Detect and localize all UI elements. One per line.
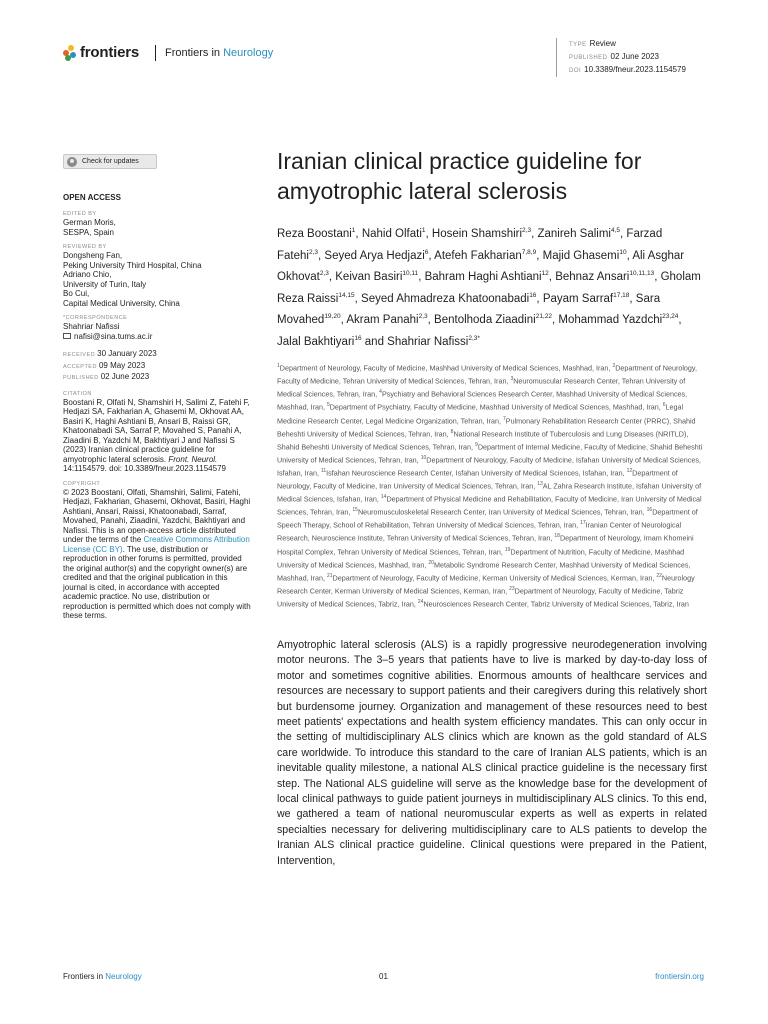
correspondence-name: Shahriar Nafissi (63, 322, 120, 331)
page-footer (63, 972, 704, 984)
citation-heading: CITATION (63, 390, 92, 397)
author-affiliation-marker: 6 (424, 248, 429, 256)
affiliation-text: Department of Physical Medicine and Rehabilitation, Faculty of Medicine, Iran University of Medical Sciences, Tehran, Iran, (277, 494, 702, 517)
copyright-text: © 2023 Boostani, Olfati, Shamshiri, Salimi, Fatehi, Hedjazi, Fakharian, Ghasemi, Okhovat, Basiri, Haghi Ashtiani, Ansari, Raissi, Khatoonabadi, Sarraf, Movahed, Panahi, Ziaadini, Yazdchi, Bakhtiyari and Nafissi. This is an open-access article distributed under the terms of the Creative Commons Attribution License (CC BY). The use, distribution or reproduction in other forums is permitted, provided the original author(s) and the copyright owner(s) are credited and that the original publication in this journal is cited, in accordance with accepted academic practice. No use, distribution or reproduction is permitted which does not comply with these terms. (63, 487, 251, 620)
affiliation-number: 10 (420, 454, 427, 461)
affiliation-number: 22 (656, 572, 662, 579)
affiliation-number: 14 (380, 494, 387, 501)
affiliation-number: 11 (320, 467, 327, 474)
reviewer-affiliation: University of Turin, Italy (63, 279, 147, 289)
author-affiliation-marker: 21,22 (535, 313, 552, 321)
meta-doi[interactable]: DOI 10.3389/fneur.2023.1154579 (569, 65, 686, 74)
author[interactable]: Majid Ghasemi (542, 249, 620, 262)
author-affiliation-marker: 2,3 (522, 227, 532, 234)
affiliation-number: 2 (612, 363, 616, 370)
frontiers-logo-icon (63, 45, 77, 61)
affiliation-list (277, 361, 707, 610)
affiliation-text: Department of Neurology, Faculty of Medicine, Kerman University of Medical Sciences, Kerman, Iran, (332, 573, 655, 583)
author[interactable]: Mohammad Yazdchi (558, 313, 663, 326)
author-affiliation-marker: 12 (541, 270, 549, 278)
crossmark-icon (67, 157, 77, 167)
affiliation-number: 9 (475, 441, 478, 448)
author[interactable]: Gholam Reza Raissi (277, 270, 701, 305)
author-affiliation-marker: 16 (354, 334, 362, 342)
affiliation-text: Department of Speech Therapy, School of Rehabilitation, Tehran University of Medical Sciences, Tehran, Iran, (277, 507, 698, 530)
author[interactable]: Sara Movahed (277, 292, 661, 326)
logo-text: frontiers (80, 44, 140, 61)
correspondence-email-row[interactable] (63, 332, 253, 342)
article-dates (63, 349, 253, 384)
author[interactable]: Behnaz Ansari (555, 270, 630, 283)
affiliation-number: 17 (580, 520, 586, 527)
citation-text: Boostani R, Olfati N, Shamshiri H, Salimi Z, Fatehi F, Hedjazi SA, Fakharian A, Ghasemi M, Okhovat AA, Basiri K, Haghi Ashtiani B, Ansari B, Raissi GR, Khatoonabadi SA, Sarraf P, Movahed S, Panahi A, Ziaadini B, Yazdchi M, Bakhtiyari J and Nafissi S (2023) Iranian clinical practice guideline for amyotrophic lateral sclerosis. Front. Neurol. 14:1154579. doi: 10.3389/fneur.2023.1154579 (63, 397, 250, 473)
editor-name: German Moris, (63, 218, 116, 227)
affiliation-number: 6 (662, 402, 666, 409)
author[interactable]: Reza Boostani (277, 227, 352, 240)
reviewer-name: Bo Cui, (63, 289, 90, 298)
affiliation-text: Pulmonary Rehabilitation Research Center (PRRC), Shahid Beheshti University of Medical Sciences, Tehran, Iran, (277, 415, 696, 439)
affiliation-number: 16 (646, 507, 653, 514)
frontiers-logo[interactable] (63, 44, 139, 61)
author-affiliation-marker: 16 (529, 291, 537, 299)
author[interactable]: Hosein Shamshiri (431, 227, 523, 240)
affiliation-text: Department of Psychiatry, Faculty of Medicine, Mashhad University of Medical Sciences, Mashhad, Iran, (329, 402, 661, 412)
reviewer-name: Adriano Chio, (63, 270, 112, 279)
affiliation-text: Department of Neurology, Faculty of Medicine, Mashhad University of Medical Sciences, Mashhad, Iran, (279, 363, 611, 373)
author[interactable]: Farzad Fatehi (277, 227, 663, 262)
affiliation-text: Psychiatry and Behavioral Sciences Research Center, Mashhad University of Medical Sciences, Mashhad, Iran, (277, 389, 688, 412)
author-affiliation-marker: 10 (619, 248, 627, 256)
article-meta (556, 38, 686, 77)
copyright-heading: COPYRIGHT (63, 480, 101, 487)
affiliation-number: 18 (554, 533, 560, 540)
author-affiliation-marker: 23,24 (662, 313, 679, 321)
affiliation-number: 23 (509, 585, 515, 592)
reviewer-name: Dongsheng Fan, (63, 251, 123, 260)
author-affiliation-marker: 2,3 (308, 248, 319, 256)
author-affiliation-marker: 17,18 (613, 291, 630, 299)
author-affiliation-marker: 2,3 (418, 313, 428, 321)
affiliation-text: Department of Neurology, Faculty of Medicine, Tehran University of Medical Sciences, Tehran, Iran, (277, 363, 697, 386)
correspondence-email[interactable]: nafisi@sina.tums.ac.ir (74, 331, 153, 341)
check-updates-label: Check for updates (82, 158, 139, 165)
author-affiliation-marker: 10,11,13 (629, 270, 655, 278)
author[interactable]: Seyed Arya Hedjazi (324, 249, 425, 262)
author[interactable]: Nahid Olfati (361, 227, 422, 240)
author[interactable]: Atefeh Fakharian (434, 249, 522, 262)
article-title: Iranian clinical practice guideline for amyotrophic lateral sclerosis (277, 148, 642, 204)
affiliation-text: Metabolic Syndrome Research Center, Mashhad University of Medical Sciences, Mashhad, Iran, (277, 559, 691, 583)
affiliation-number: 7 (503, 415, 506, 422)
author[interactable]: Jalal Bakhtiyari (277, 335, 355, 348)
correspondence-heading: *CORRESPONDENCE (63, 315, 128, 321)
affiliation-text: National Research Institute of Tuberculosis and Lung Diseases (NRITLD), Shahid Beheshti University of Medical Sciences, Tehran, Iran, (277, 429, 689, 452)
affiliation-number: 13 (537, 481, 543, 488)
meta-published: PUBLISHED 02 June 2023 (569, 52, 660, 61)
affiliation-text: Department of Internal Medicine, Faculty of Medicine, Shahid Beheshti University of Medical Sciences, Tehran, Iran, (277, 442, 703, 465)
author-list: Reza Boostani$^1$, Nahid Olfati$^1$, Hosein Shamshiri$^{2,3}$, Zanireh Salimi$^{4,5}$, Farzad Fatehi$^{2,3}$, Seyed Arya Hedjazi$^6$, Atefeh Fakharian$^{7,8,9}$, Majid Ghasemi$^{10}$, Ali Asghar Okhovat$^{2,3}$, Keivan Basiri$^{10,11}$, Bahram Haghi Ashtiani$^{12}$, Behnaz Ansari$^{10,11,13}$, Gholam Reza Raissi$^{14,15}$, Seyed Ahmadreza Khatoonabadi$^{16}$, Payam Sarraf$^{17,18}$, Sara Movahed$^{19,20}$, Akram Panahi$^{2,3}$, Bentolhoda Ziaadini$^{21,22}$, Mohammad Yazdchi$^{23,24}$, Jalal Bakhtiyari$^{16}$ and Shahriar Nafissi$^{2,3*}$ (277, 227, 701, 348)
open-access-label: OPEN ACCESS (63, 193, 121, 202)
author-affiliation-marker: 10,11 (402, 270, 419, 278)
author[interactable]: Bentolhoda Ziaadini (434, 313, 536, 326)
affiliation-text: Isfahan Neuroscience Research Center, Isfahan University of Medical Sciences, Isfahan, Iran, (326, 468, 625, 478)
affiliation-text: Department of Nutrition, Faculty of Medicine, Mashhad University of Medical Sciences, Mashhad, Iran, (277, 546, 685, 569)
author-affiliation-marker: 19,20 (324, 313, 341, 321)
edited-by-heading: EDITED BY (63, 211, 97, 217)
author[interactable]: Bahram Haghi Ashtiani (424, 270, 542, 283)
affiliation-text: Neuromuscular Research Center, Tehran University of Medical Sciences, Tehran, Iran, (277, 376, 686, 399)
article-main (277, 146, 707, 869)
affiliation-number: 20 (428, 559, 434, 566)
abstract-text: Amyotrophic lateral sclerosis (ALS) is a rapidly progressive neurodegeneration involving motor neurons. The 3–5 years that patients have to live is marked by day-to-day loss of motor and sometimes cognitive abilities. Enormous amounts of healthcare services and resources are necessary to support patients and their caregivers during this relatively short but burdensome journey. Organization and management of these resources need to best meet patients' expectations and health system efficiency mandates. This can only occur in the setting of multidisciplinary ALS clinics which are known as the gold standard of ALS care worldwide. To introduce this standard to the care of Iranian ALS patients, which is an inevitable quality milestone, a national ALS clinical practice guideline is the necessary first step. The National ALS guideline will serve as the knowledge base for the development of local clinical pathways to guide patient journeys in multidisciplinary ALS clinics. To this end, we gathered a team of national neuromuscular experts as well as experts in related specialties necessary for delivering multidisciplinary care to ALS patients to develop the Iranian ALS clinical practice guideline. Clinical questions were prepared in the Patient, Intervention, (277, 638, 707, 867)
affiliation-text: Department of Neurology, Faculty of Medicine, Iran University of Medical Sciences, Tehran, Iran, (277, 468, 678, 491)
author[interactable]: Payam Sarraf (542, 292, 614, 305)
reviewer-affiliation: Capital Medical University, China (63, 298, 180, 308)
affiliation-text: Neurosciences Research Center, Tabriz University of Medical Sciences, Tabriz, Iran (423, 599, 689, 609)
reviewer-affiliation: Peking University Third Hospital, China (63, 260, 202, 270)
author-affiliation-marker: 4,5 (610, 227, 621, 234)
author-affiliation-marker: 14,15 (338, 291, 355, 299)
page-number: 01 (379, 972, 388, 981)
affiliation-text: Department of Neurology, Faculty of Medicine, Tabriz University of Medical Sciences, Tabriz, Iran, (277, 586, 684, 609)
date-published: PUBLISHED 02 June 2023 (63, 372, 150, 381)
author[interactable]: Zanireh Salimi (537, 227, 611, 240)
affiliation-number: 15 (352, 507, 358, 514)
affiliation-text: Legal Medicine Research Center, Legal Medicine Organization, Tehran, Iran, (277, 402, 684, 425)
mail-icon (63, 333, 71, 339)
affiliation-text: Department of Neurology, Imam Khomeini Hospital Complex, Tehran University of Medical Sciences, Tehran, Iran, (277, 533, 694, 556)
affiliation-number: 21 (326, 572, 333, 579)
author-affiliation-marker: 1 (351, 227, 356, 234)
journal-prefix: Frontiers in (165, 47, 221, 59)
author-affiliation-marker: 2,3* (468, 334, 480, 342)
affiliation-text: Department of Neurology, Faculty of Medicine, Isfahan University of Medical Sciences, Isfahan, Iran, (277, 455, 701, 478)
article-sidebar (63, 193, 253, 621)
author[interactable]: Keivan Basiri (335, 270, 403, 283)
author[interactable]: Shahriar Nafissi (387, 335, 469, 348)
affiliation-number: 1 (277, 363, 280, 370)
check-for-updates-button[interactable] (63, 154, 157, 169)
affiliation-number: 24 (417, 598, 424, 605)
header-divider (155, 45, 156, 61)
footer-site-link[interactable]: frontiersin.org (655, 972, 704, 981)
author-affiliation-marker: 1 (421, 227, 426, 234)
affiliation-number: 5 (326, 402, 330, 409)
author-affiliation-marker: 7,8,9 (521, 248, 537, 256)
editor-affiliation: SESPA, Spain (63, 227, 114, 237)
affiliation-text: Neuromusculoskeletal Research Center, Iran University of Medical Sciences, Tehran, Iran, (357, 507, 645, 517)
affiliation-text: AL Zahra Research Institute, Isfahan University of Medical Sciences, Isfahan, Iran, (277, 481, 702, 504)
date-accepted: ACCEPTED 09 May 2023 (63, 360, 146, 370)
author-affiliation-marker: 2,3 (319, 270, 329, 278)
affiliation-number: 8 (450, 428, 454, 435)
affiliation-text: Neurology Research Center, Kerman University of Medical Sciences, Kerman, Iran, (277, 573, 695, 596)
footer-journal[interactable]: Frontiers in Neurology (63, 972, 142, 981)
cc-by-license-link[interactable]: Creative Commons Attribution License (CC BY) (63, 535, 250, 554)
affiliation-number: 12 (626, 467, 633, 474)
journal-accent: Neurology (223, 47, 274, 59)
meta-type: TYPE Review (569, 39, 616, 48)
author[interactable]: Akram Panahi (346, 313, 419, 326)
affiliation-number: 4 (379, 389, 382, 396)
affiliation-text: Iranian Center of Neurological Research, Neuroscience Institute, Tehran University of Medical Sciences, Tehran, Iran, (277, 520, 682, 543)
affiliation-number: 19 (504, 546, 511, 553)
author[interactable]: Seyed Ahmadreza Khatoonabadi (361, 292, 530, 305)
author[interactable]: Ali Asghar Okhovat (277, 249, 685, 283)
reviewed-by-heading: REVIEWED BY (63, 244, 107, 250)
affiliation-number: 3 (510, 376, 514, 383)
date-received: RECEIVED 30 January 2023 (63, 349, 157, 358)
journal-name[interactable] (165, 47, 273, 59)
